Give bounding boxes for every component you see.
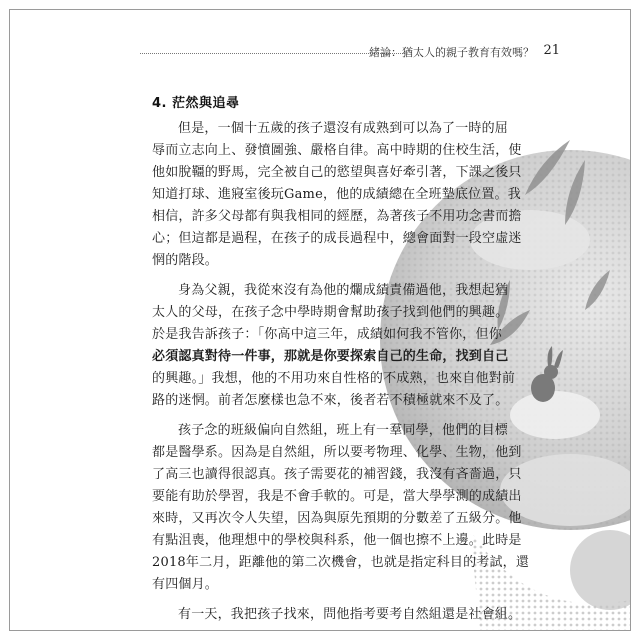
text-line: 他如脫韁的野馬，完全被自己的慾望與喜好牽引著，下課之後只 — [152, 165, 522, 180]
text-line: 要能有助於學習，我是不會手軟的。可是，當大學學測的成績出 — [152, 489, 522, 504]
text-line: 有四個月。 — [152, 577, 219, 592]
section-heading: 4. 茫然與追尋 — [152, 96, 240, 111]
text-line: 有一天，我把孩子找來，問他指考要考自然組還是社會組。 — [178, 607, 522, 622]
page — [9, 9, 631, 631]
running-header — [140, 44, 560, 60]
text-line: 辱而立志向上、發憤圖強、嚴格自律。高中時期的住校生活，使 — [152, 143, 522, 158]
text-line-bold: 必須認真對待一件事，那就是你要探索自己的生命，找到自己 — [152, 349, 509, 364]
page-number: 21 — [543, 43, 560, 58]
text-line: 的興趣。」我想，他的不用功來自性格的不成熟，也來自他對前 — [152, 371, 516, 386]
text-line: 都是醫學系。因為是自然組，所以要考物理、化學、生物，他到 — [152, 445, 522, 460]
header-title: 緒論：猶太人的親子教育有效嗎？ — [369, 46, 534, 59]
text-line: 心；但這都是過程，在孩子的成長過程中，總會面對一段空虛迷 — [152, 231, 522, 246]
text-line: 路的迷惘。前者怎麼樣也急不來，後者若不積極就來不及了。 — [152, 393, 509, 408]
header-dotted-rule — [140, 53, 405, 54]
text-line: 但是，一個十五歲的孩子還沒有成熟到可以為了一時的屈 — [178, 121, 509, 136]
text-line: 有點沮喪，他理想中的學校與科系，他一個也擦不上邊。此時是 — [152, 533, 522, 548]
text-line: 太人的父母，在孩子念中學時期會幫助孩子找到他們的興趣。 — [152, 305, 509, 320]
text-line: 於是我告訴孩子：「你高中這三年，成績如何我不管你，但你 — [152, 327, 502, 342]
text-line: 知道打球、進寢室後玩Game，他的成績總在全班墊底位置。我 — [152, 187, 521, 202]
body-text — [152, 118, 536, 631]
paragraph — [152, 118, 536, 272]
text-line: 孩子念的班級偏向自然組，班上有一羣同學，他們的目標 — [178, 423, 509, 438]
text-line: 惘的階段。 — [152, 253, 219, 268]
text-line: 了高三也讀得很認真。孩子需要花的補習錢，我沒有吝嗇過，只 — [152, 467, 522, 482]
paragraph — [152, 280, 536, 412]
text-line: 相信，許多父母都有與我相同的經歷，為著孩子不用功念書而擔 — [152, 209, 522, 224]
text-line: 來時，又再次令人失望，因為與原先預期的分數差了五級分。他 — [152, 511, 522, 526]
text-line: 2018年二月，距離他的第二次機會，也就是指定科目的考試，還 — [152, 555, 530, 570]
paragraph — [152, 604, 536, 626]
paragraph — [152, 420, 536, 596]
text-line: 身為父親，我從來沒有為他的爛成績責備過他，我想起猶 — [178, 283, 509, 298]
